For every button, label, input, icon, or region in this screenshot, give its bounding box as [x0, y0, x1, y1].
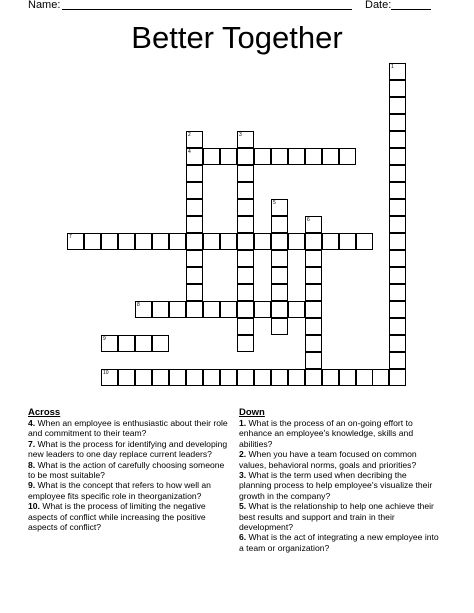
down-clue — [239, 449, 439, 470]
grid-cell[interactable] — [389, 250, 406, 267]
clue-text: What is the process for identifying and developing new leaders to one day replace current leaders? — [28, 438, 228, 460]
grid-cell[interactable] — [389, 114, 406, 131]
grid-cell[interactable] — [389, 267, 406, 284]
clue-number: 2 — [188, 132, 191, 138]
grid-cell[interactable] — [220, 301, 237, 318]
clue-number: 6 — [307, 217, 310, 223]
grid-cell[interactable] — [305, 284, 322, 301]
grid-cell-4[interactable] — [186, 148, 203, 165]
grid-cell[interactable] — [254, 148, 271, 165]
grid-cell[interactable] — [322, 233, 339, 250]
clue-number: 4. — [28, 418, 36, 428]
grid-cell[interactable] — [322, 369, 339, 386]
grid-cell-1[interactable] — [389, 63, 406, 80]
grid-cell-8[interactable] — [135, 301, 152, 318]
grid-cell[interactable] — [305, 233, 322, 250]
down-clue-list — [239, 418, 439, 553]
grid-cell-5[interactable] — [271, 199, 288, 216]
grid-cell[interactable] — [339, 148, 356, 165]
grid-cell[interactable] — [220, 148, 237, 165]
puzzle-title: Better Together — [131, 20, 343, 55]
clue-number: 5. — [239, 501, 247, 512]
grid-cell[interactable] — [186, 199, 203, 216]
grid-cell[interactable] — [389, 182, 406, 199]
across-clue — [28, 480, 228, 501]
grid-cell[interactable] — [152, 233, 169, 250]
clue-number: 6. — [239, 532, 247, 543]
grid-cell[interactable] — [101, 233, 118, 250]
grid-cell[interactable] — [389, 131, 406, 148]
grid-cell[interactable] — [389, 199, 406, 216]
grid-cell[interactable] — [356, 233, 373, 250]
grid-cell[interactable] — [271, 284, 288, 301]
across-clue-list — [28, 418, 228, 532]
grid-cell[interactable] — [237, 267, 254, 284]
clue-text: What is the term used when decribing the planning process to help employee's visualize their growth in the company? — [239, 470, 433, 501]
grid-cell[interactable] — [339, 369, 356, 386]
grid-cell[interactable] — [169, 369, 186, 386]
grid-cell[interactable] — [254, 369, 271, 386]
grid-cell[interactable] — [237, 165, 254, 182]
grid-cell[interactable] — [118, 369, 135, 386]
grid-cell[interactable] — [372, 369, 389, 386]
grid-cell[interactable] — [288, 148, 305, 165]
grid-cell-2[interactable] — [186, 131, 203, 148]
clue-number: 4 — [188, 149, 191, 155]
grid-cell[interactable] — [305, 335, 322, 352]
grid-cell[interactable] — [389, 80, 406, 97]
clue-number: 9 — [103, 336, 106, 342]
grid-cell-6[interactable] — [305, 216, 322, 233]
clue-number: 3 — [239, 132, 242, 138]
grid-cell[interactable] — [389, 352, 406, 369]
clue-text: What is the relationship to help one achieve their best results and support and train in their development? — [239, 501, 434, 533]
down-clue — [239, 418, 439, 449]
down-clue — [239, 532, 439, 553]
clue-number: 3. — [239, 470, 247, 481]
clue-text: What is the action of carefully choosing someone to be most suitable? — [28, 459, 225, 481]
grid-cell[interactable] — [389, 165, 406, 182]
grid-cell[interactable] — [220, 233, 237, 250]
grid-cell[interactable] — [305, 352, 322, 369]
clue-text: What is the process of limiting the negative aspects of conflict while increasing the positive aspects of conflict? — [28, 501, 206, 533]
grid-cell[interactable] — [288, 233, 305, 250]
grid-cell[interactable] — [203, 369, 220, 386]
grid-cell[interactable] — [186, 165, 203, 182]
across-clue — [28, 501, 228, 532]
grid-cell[interactable] — [169, 301, 186, 318]
date-label: Date: — [365, 0, 392, 11]
clue-number: 8. — [28, 459, 36, 470]
clue-number: 8 — [137, 302, 140, 308]
down-clue — [239, 470, 439, 501]
grid-cell[interactable] — [271, 148, 288, 165]
grid-cell[interactable] — [220, 369, 237, 386]
grid-cell[interactable] — [389, 284, 406, 301]
grid-cell[interactable] — [271, 318, 288, 335]
grid-cell[interactable] — [237, 369, 254, 386]
grid-cell[interactable] — [271, 250, 288, 267]
grid-cell[interactable] — [203, 233, 220, 250]
grid-cell[interactable] — [237, 335, 254, 352]
across-heading: Across — [28, 407, 61, 418]
clue-number: 10 — [103, 370, 109, 376]
grid-cell[interactable] — [271, 301, 288, 318]
clue-text: What is the act of integrating a new employee into a team or organization? — [239, 532, 439, 553]
grid-cell[interactable] — [389, 318, 406, 335]
grid-cell[interactable] — [271, 267, 288, 284]
grid-cell[interactable] — [237, 216, 254, 233]
clue-number: 2. — [239, 449, 247, 460]
clue-text: When an employee is enthusiastic about their role and commitment to their team? — [28, 418, 228, 439]
down-clue — [239, 501, 439, 532]
grid-cell[interactable] — [152, 335, 169, 352]
grid-cell[interactable] — [186, 216, 203, 233]
across-clue — [28, 439, 228, 460]
grid-cell[interactable] — [186, 301, 203, 318]
grid-cell[interactable] — [305, 301, 322, 318]
grid-cell[interactable] — [305, 369, 322, 386]
grid-cell[interactable] — [339, 233, 356, 250]
across-clue — [28, 418, 228, 439]
grid-cell[interactable] — [237, 284, 254, 301]
clue-number: 9. — [28, 480, 36, 491]
grid-cell[interactable] — [186, 182, 203, 199]
grid-cell[interactable] — [237, 199, 254, 216]
grid-cell[interactable] — [186, 267, 203, 284]
grid-cell[interactable] — [237, 250, 254, 267]
grid-cell[interactable] — [186, 250, 203, 267]
clue-number: 7 — [69, 234, 72, 240]
grid-cell[interactable] — [186, 233, 203, 250]
grid-cell[interactable] — [254, 233, 271, 250]
grid-cell[interactable] — [135, 335, 152, 352]
grid-cell[interactable] — [84, 233, 101, 250]
grid-cell[interactable] — [237, 233, 254, 250]
grid-cell[interactable] — [305, 148, 322, 165]
clue-number: 1. — [239, 418, 247, 428]
grid-cell[interactable] — [254, 301, 271, 318]
grid-cell[interactable] — [389, 148, 406, 165]
grid-cell[interactable] — [288, 301, 305, 318]
grid-cell[interactable] — [186, 284, 203, 301]
grid-cell[interactable] — [288, 369, 305, 386]
name-label: Name: — [28, 0, 61, 11]
grid-cell[interactable] — [237, 318, 254, 335]
grid-cell-3[interactable] — [237, 131, 254, 148]
clue-text: When you have a team focused on common values, behavioral norms, goals and priorities? — [239, 449, 417, 470]
grid-cell[interactable] — [305, 267, 322, 284]
grid-cell[interactable] — [135, 369, 152, 386]
grid-cell[interactable] — [322, 148, 339, 165]
across-clue — [28, 460, 228, 481]
grid-cell[interactable] — [389, 369, 406, 386]
grid-cell[interactable] — [152, 369, 169, 386]
clue-number: 7. — [28, 438, 36, 449]
grid-cell[interactable] — [237, 182, 254, 199]
grid-cell[interactable] — [305, 250, 322, 267]
grid-cell-10[interactable] — [101, 369, 118, 386]
grid-cell[interactable] — [271, 369, 288, 386]
grid-cell[interactable] — [305, 318, 322, 335]
grid-cell[interactable] — [356, 369, 373, 386]
grid-cell[interactable] — [186, 369, 203, 386]
grid-cell[interactable] — [169, 233, 186, 250]
grid-cell[interactable] — [237, 148, 254, 165]
grid-cell[interactable] — [271, 216, 288, 233]
grid-cell[interactable] — [389, 216, 406, 233]
grid-cell[interactable] — [203, 301, 220, 318]
clue-number: 10. — [28, 501, 40, 512]
grid-cell[interactable] — [271, 233, 288, 250]
grid-cell-9[interactable] — [101, 335, 118, 352]
grid-cell[interactable] — [152, 301, 169, 318]
grid-cell[interactable] — [389, 97, 406, 114]
grid-cell-7[interactable] — [67, 233, 84, 250]
grid-cell[interactable] — [118, 233, 135, 250]
clue-number: 5 — [273, 200, 276, 206]
down-heading: Down — [239, 407, 265, 418]
grid-cell[interactable] — [203, 148, 220, 165]
grid-cell[interactable] — [135, 233, 152, 250]
grid-cell[interactable] — [118, 335, 135, 352]
grid-cell[interactable] — [237, 301, 254, 318]
clue-text: What is the process of an on-going effort to enhance an employee's knowledge, skills and abilities? — [239, 418, 414, 449]
grid-cell[interactable] — [389, 301, 406, 318]
grid-cell[interactable] — [389, 233, 406, 250]
clue-text: What is the concept that refers to how well an employee fits specific role in theorganization? — [28, 480, 211, 501]
clue-number: 1 — [391, 64, 394, 70]
grid-cell[interactable] — [389, 335, 406, 352]
